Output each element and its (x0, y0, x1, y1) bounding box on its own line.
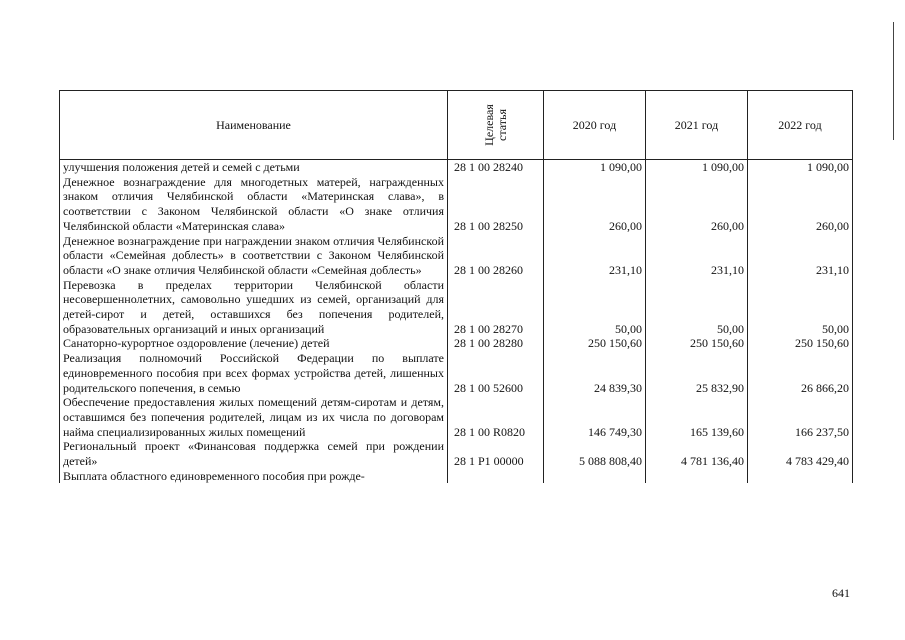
row-value-2020: 1 090,00 (544, 160, 646, 175)
row-value-2022: 166 237,50 (748, 395, 853, 439)
row-value-2022: 260,00 (748, 175, 853, 234)
row-value-2022: 1 090,00 (748, 160, 853, 175)
row-code: 28 1 00 R0820 (448, 395, 544, 439)
row-value-2021: 25 832,90 (646, 351, 748, 395)
row-code: 28 1 00 28240 (448, 160, 544, 175)
row-value-2021: 231,10 (646, 234, 748, 278)
row-code: 28 1 P1 00000 (448, 439, 544, 468)
row-name: Обеспечение предоставления жилых помещений детям-сиротам и детям, оставшимся без попечения родителей, лицам из их числа по договорам найма специализированных жилых помещений (60, 395, 448, 439)
row-value-2020: 50,00 (544, 278, 646, 337)
budget-table (59, 90, 853, 483)
row-value-2022: 50,00 (748, 278, 853, 337)
row-value-2022: 26 866,20 (748, 351, 853, 395)
row-code: 28 1 00 28260 (448, 234, 544, 278)
row-code: 28 1 00 28270 (448, 278, 544, 337)
row-value-2021: 250 150,60 (646, 336, 748, 351)
header-2022: 2022 год (748, 91, 853, 160)
row-name: Региональный проект «Финансовая поддержка семей при рождении детей» (60, 439, 448, 468)
header-code-rotated (482, 104, 508, 146)
table-row (60, 439, 853, 468)
row-value-2020: 24 839,30 (544, 351, 646, 395)
row-value-2020: 231,10 (544, 234, 646, 278)
table-row (60, 234, 853, 278)
row-value-2022: 4 783 429,40 (748, 439, 853, 468)
page-number: 641 (832, 586, 850, 600)
row-value-2021 (646, 469, 748, 484)
row-value-2022 (748, 469, 853, 484)
row-value-2021: 50,00 (646, 278, 748, 337)
row-value-2020: 146 749,30 (544, 395, 646, 439)
header-code-line2: статья (494, 108, 509, 141)
table-row (60, 351, 853, 395)
row-name: Денежное вознаграждение при награждении знаком отличия Челябинской области «Семейная доблесть» в соответствии с Законом Челябинской области «О знаке отличия Челябинской области «Семейная доблесть» (60, 234, 448, 278)
row-code: 28 1 00 28280 (448, 336, 544, 351)
row-value-2022: 250 150,60 (748, 336, 853, 351)
row-code: 28 1 00 28250 (448, 175, 544, 234)
row-name: Выплата областного единовременного пособия при рожде- (60, 469, 448, 484)
row-value-2021: 165 139,60 (646, 395, 748, 439)
header-2020: 2020 год (544, 91, 646, 160)
row-value-2020 (544, 469, 646, 484)
header-row (60, 91, 853, 160)
header-code (448, 91, 544, 160)
table-row (60, 469, 853, 484)
header-2021: 2021 год (646, 91, 748, 160)
row-code (448, 469, 544, 484)
row-value-2020: 260,00 (544, 175, 646, 234)
header-name: Наименование (60, 91, 448, 160)
row-name: Реализация полномочий Российской Федерации по выплате единовременного пособия при всех формах устройства детей, лишенных родительского попечения, в семью (60, 351, 448, 395)
row-name: Денежное вознаграждение для многодетных матерей, награжденных знаком отличия Челябинской области «Материнская слава», в соответствии с Законом Челябинской области «О знаке отличия Челябинской области «Материнская слава» (60, 175, 448, 234)
row-name: Санаторно-курортное оздоровление (лечение) детей (60, 336, 448, 351)
row-value-2020: 5 088 808,40 (544, 439, 646, 468)
row-name: улучшения положения детей и семей с детьми (60, 160, 448, 175)
header-code-line1: Целевая (481, 103, 496, 146)
row-value-2021: 4 781 136,40 (646, 439, 748, 468)
table-row (60, 278, 853, 337)
row-name: Перевозка в пределах территории Челябинской области несовершеннолетних, самовольно ушедших из семей, организаций для детей-сирот и детей, оставшихся без попечения родителей, образовательных организаций и иных организаций (60, 278, 448, 337)
row-code: 28 1 00 52600 (448, 351, 544, 395)
table-row (60, 175, 853, 234)
row-value-2022: 231,10 (748, 234, 853, 278)
row-value-2020: 250 150,60 (544, 336, 646, 351)
table-row (60, 160, 853, 175)
table-row (60, 336, 853, 351)
margin-rule (893, 22, 894, 140)
row-value-2021: 1 090,00 (646, 160, 748, 175)
row-value-2021: 260,00 (646, 175, 748, 234)
table-row (60, 395, 853, 439)
